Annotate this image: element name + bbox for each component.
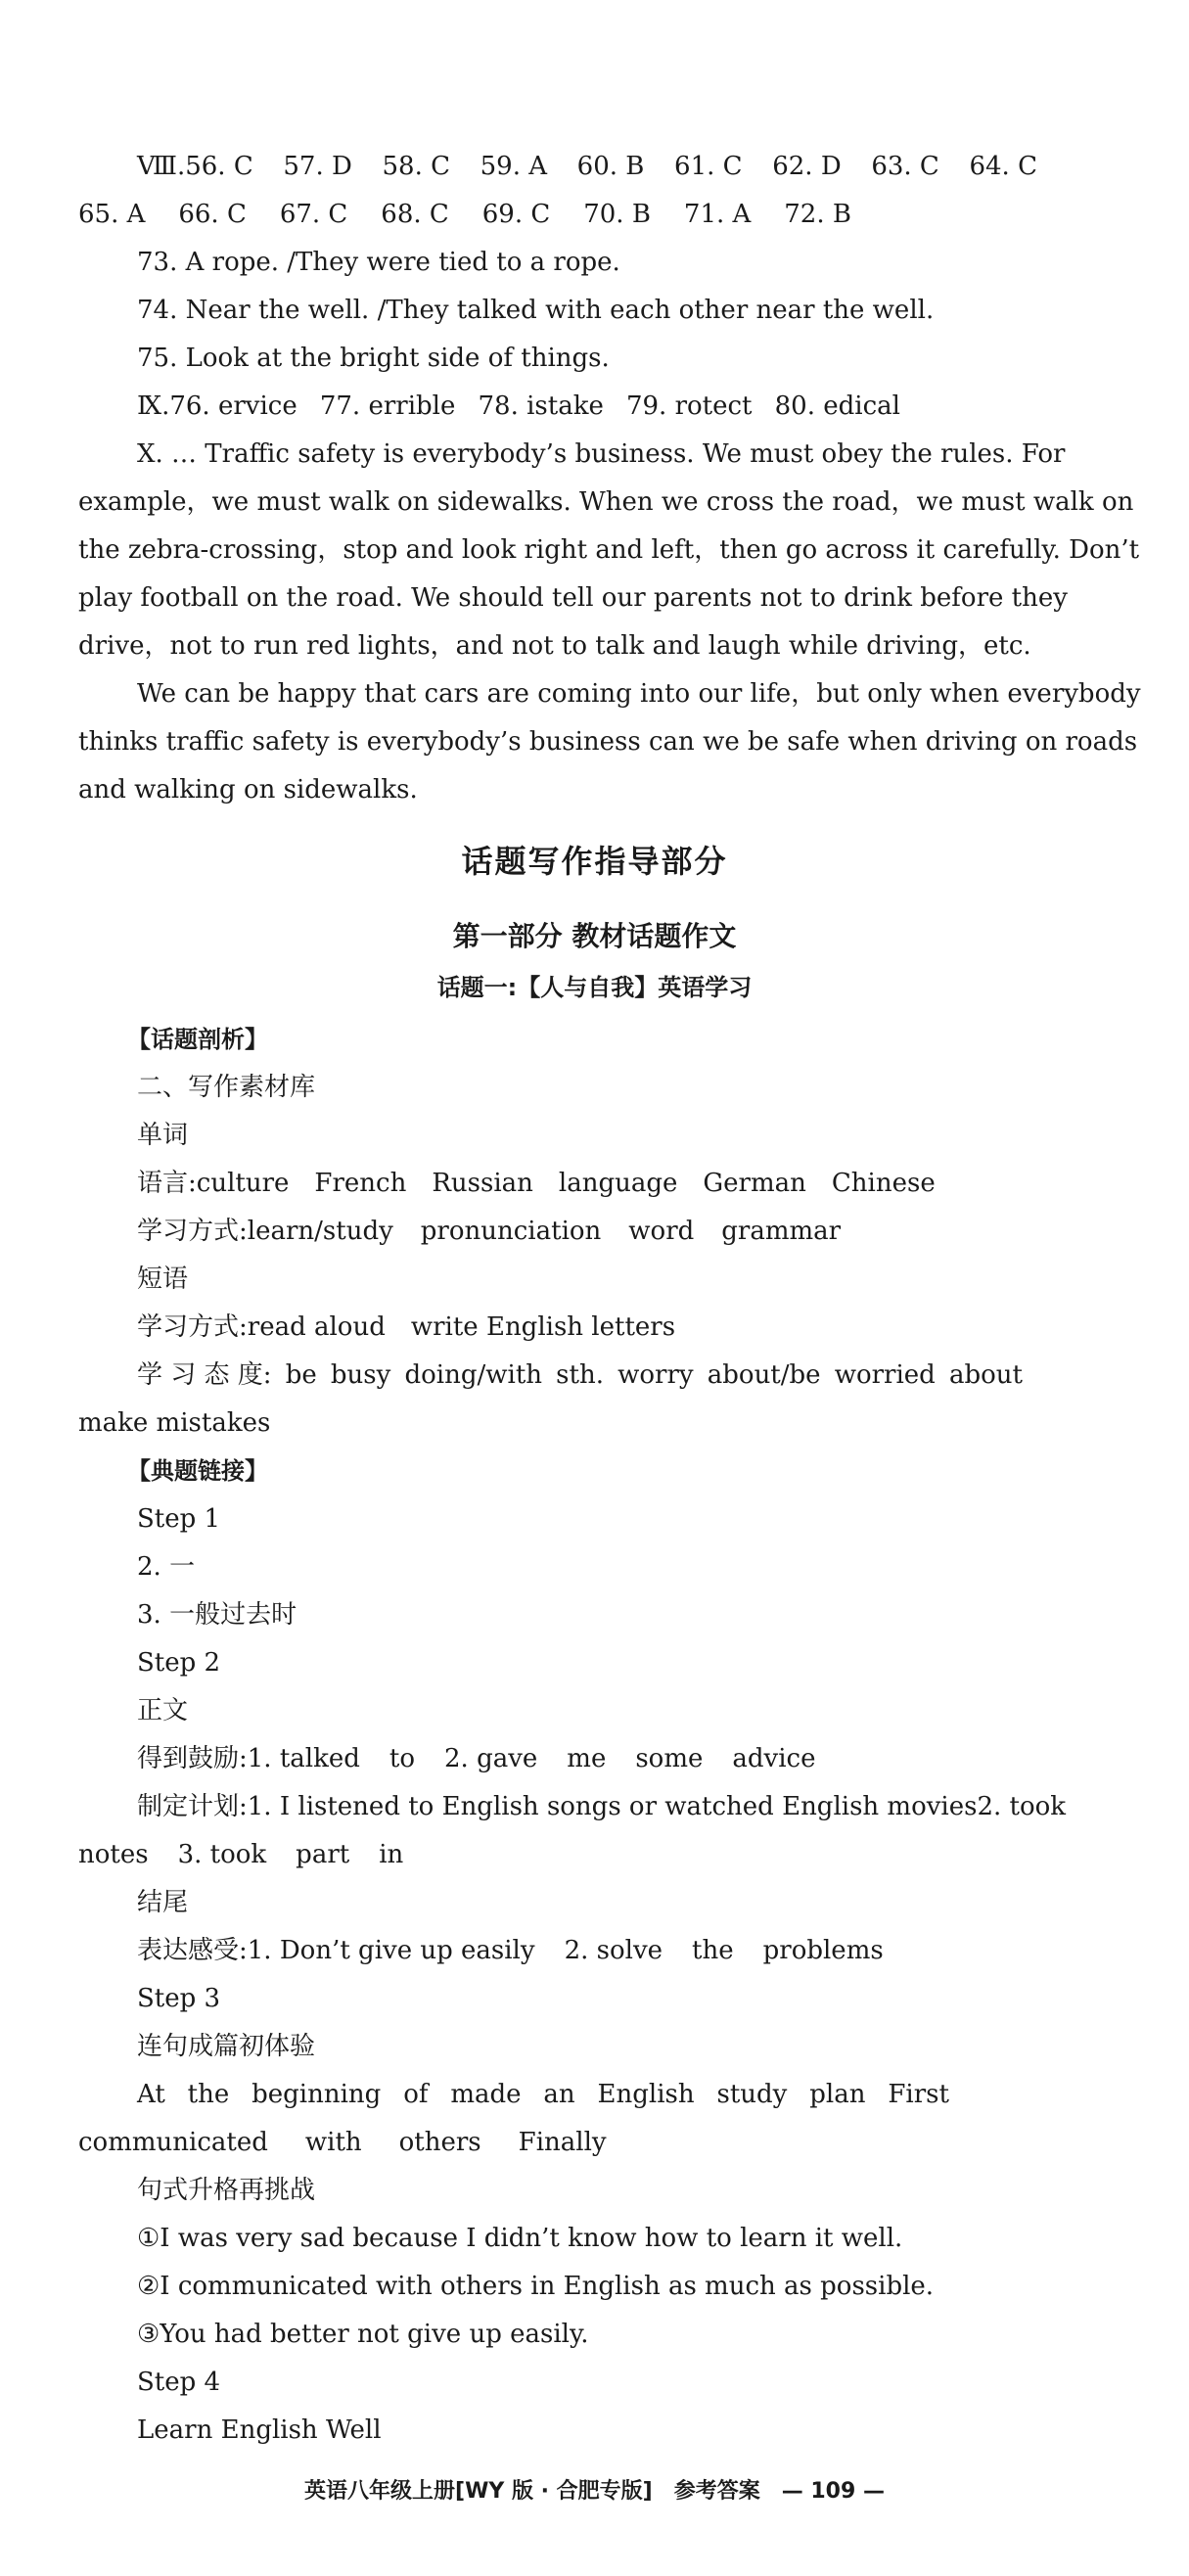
answers-row-2 (78, 198, 851, 231)
answer-item: At (137, 2080, 165, 2109)
essay-line: thinks traffic safety is everybody’s business can we be safe when driving on roads (78, 727, 1138, 757)
answers-row-9 (137, 390, 900, 423)
phrase-item: worried (834, 1360, 936, 1390)
answer-item: 1. talked (247, 1744, 360, 1773)
footer-label: 参考答案 (673, 2479, 760, 2504)
answer-item: communicated (78, 2128, 268, 2157)
vocab-item: learn/study (247, 1217, 393, 1246)
phrase-item: read aloud (247, 1312, 386, 1342)
row-label: 得到鼓励: (137, 1744, 248, 1773)
answer-item: plan (809, 2080, 866, 2109)
essay-line: the zebra-crossing，stop and look right and left，then go across it carefully. Don’t (78, 535, 1140, 565)
sentence-1: ①I was very sad because I didn’t know how to learn it well. (137, 2224, 903, 2253)
answer-item: with (304, 2128, 362, 2157)
answer-item: the (692, 1936, 734, 1965)
step-label: Step 3 (137, 1984, 221, 2013)
vocab-item: pronunciation (420, 1217, 602, 1246)
answer-item: an (543, 2080, 575, 2109)
answer-74: 74. Near the well. /They talked with each other near the well. (137, 296, 935, 325)
step-label: Step 2 (137, 1648, 221, 1678)
essay-line: play football on the road. We should tell our parents not to drink before they (78, 583, 1068, 613)
answer-item: beginning (252, 2080, 382, 2109)
answer-item: others (398, 2128, 481, 2157)
words-label: 单词 (137, 1121, 189, 1150)
title-answer: Learn English Well (137, 2415, 382, 2445)
answer: Ⅷ.56. C (137, 152, 253, 181)
answer-item: advice (732, 1744, 816, 1773)
phrase-item: busy (330, 1360, 391, 1390)
row-label: 学 习 态 度: (137, 1360, 272, 1390)
answer-item: the (187, 2080, 230, 2109)
answer: 66. C (178, 200, 247, 229)
attitude-row (137, 1358, 1023, 1392)
essay-line: example，we must walk on sidewalks. When we cross the road，we must walk on (78, 487, 1134, 517)
plan-row (137, 1790, 1067, 1823)
analysis-heading: 【话题剖析】 (127, 1026, 268, 1053)
vocab-item: language (558, 1169, 678, 1198)
answer: 80. edical (774, 391, 900, 421)
phrase-item: be (285, 1360, 317, 1390)
answer: 58. C (382, 152, 450, 181)
answer-75: 75. Look at the bright side of things. (137, 344, 610, 373)
attitude-continued: make mistakes (78, 1408, 271, 1438)
answer: 61. C (674, 152, 743, 181)
answer: 78. istake (478, 391, 604, 421)
answer: 69. C (481, 200, 551, 229)
topic-title: 话题一:【人与自我】英语学习 (436, 974, 753, 1001)
answer-item: problems (762, 1936, 884, 1965)
answer-73: 73. A rope. /They were tied to a rope. (137, 248, 620, 277)
answer-item: 1. Don’t give up easily (247, 1936, 535, 1965)
answer: 63. C (871, 152, 939, 181)
essay-line: Ⅹ. … Traffic safety is everybody’s business. We must obey the rules. For (137, 439, 1066, 469)
phrase-item: about (948, 1360, 1023, 1390)
phrase-item: worry (617, 1360, 694, 1390)
connect-label: 连句成篇初体验 (137, 2032, 316, 2061)
phrase-item: sth. (556, 1360, 604, 1390)
book-title: 英语八年级上册[WY 版 · 合肥专版] (304, 2479, 653, 2504)
answer: 64. C (969, 152, 1037, 181)
vocab-item: Chinese (831, 1169, 936, 1198)
answer: 59. A (480, 152, 548, 181)
answer: 71. A (683, 200, 752, 229)
phrase-item: doing/with (404, 1360, 543, 1390)
row-label: 学习方式: (137, 1312, 248, 1342)
phrases-label: 短语 (137, 1265, 189, 1294)
link-heading: 【典题链接】 (127, 1457, 268, 1485)
vocab-item: word (628, 1217, 695, 1246)
language-row (137, 1167, 936, 1200)
step1-answer: 2. 一 (137, 1552, 196, 1582)
answer-item: First (888, 2080, 949, 2109)
page-footer (0, 2475, 1189, 2508)
encourage-row (137, 1742, 816, 1775)
answer: Ⅸ.76. ervice (137, 391, 297, 421)
answer-item: to (389, 1744, 415, 1773)
answer-item: 1. I listened to English songs or watched English movies (247, 1792, 978, 1821)
answer-item: 2. gave (444, 1744, 538, 1773)
step-label: Step 4 (137, 2368, 221, 2397)
answer-item: in (379, 1840, 404, 1869)
answer-item: notes (78, 1840, 149, 1869)
answer: 65. A (78, 200, 146, 229)
vocab-item: culture (196, 1169, 290, 1198)
answer: 77. errible (319, 391, 456, 421)
answer-item: of (403, 2080, 429, 2109)
row-label: 学习方式: (137, 1217, 248, 1246)
vocab-item: German (703, 1169, 806, 1198)
answer: 62. D (772, 152, 842, 181)
essay-line: drive，not to run red lights，and not to talk and laugh while driving，etc. (78, 631, 1031, 661)
plan-continued (78, 1838, 403, 1871)
answer-item: 2. solve (564, 1936, 663, 1965)
answers-row-1 (137, 150, 1037, 183)
row-label: 表达感受: (137, 1936, 248, 1965)
step1-answer: 3. 一般过去时 (137, 1600, 297, 1630)
material-heading: 二、写作素材库 (137, 1073, 316, 1102)
answer: 67. C (279, 200, 348, 229)
row-label: 制定计划: (137, 1792, 248, 1821)
section-title: 话题写作指导部分 (461, 843, 728, 880)
feeling-row (137, 1934, 884, 1967)
answer-item: English (597, 2080, 695, 2109)
answer: 70. B (583, 200, 651, 229)
body-label: 正文 (137, 1696, 189, 1725)
upgrade-label: 句式升格再挑战 (137, 2176, 316, 2205)
answer-item: Finally (518, 2128, 607, 2157)
sentence-2: ②I communicated with others in English as much as possible. (137, 2272, 935, 2301)
answer: 68. C (381, 200, 449, 229)
answer: 60. B (576, 152, 645, 181)
answer: 79. rotect (625, 391, 753, 421)
connect-row (137, 2078, 949, 2111)
essay-line: and walking on sidewalks. (78, 775, 418, 805)
answer-item: me (567, 1744, 607, 1773)
sentence-3: ③You had better not give up easily. (137, 2320, 589, 2349)
row-label: 语言: (137, 1169, 197, 1198)
answer-item: made (450, 2080, 522, 2109)
method-phrase-row (137, 1311, 675, 1344)
page-number: — 109 — (781, 2479, 885, 2504)
answer: 72. B (784, 200, 851, 229)
step-label: Step 1 (137, 1504, 221, 1534)
answer-item: 2. took (977, 1792, 1067, 1821)
ending-label: 结尾 (137, 1888, 189, 1917)
connect-continued (78, 2126, 607, 2159)
answer-item: 3. took (177, 1840, 267, 1869)
part-title: 第一部分 教材话题作文 (452, 920, 737, 952)
answer-item: study (716, 2080, 788, 2109)
answer: 57. D (283, 152, 352, 181)
phrase-item: about/be (707, 1360, 821, 1390)
method-row (137, 1215, 841, 1248)
vocab-item: French (314, 1169, 407, 1198)
answer-item: some (635, 1744, 704, 1773)
vocab-item: grammar (721, 1217, 842, 1246)
phrase-item: write English letters (410, 1312, 676, 1342)
vocab-item: Russian (432, 1169, 533, 1198)
answer-item: part (296, 1840, 350, 1869)
essay-line: We can be happy that cars are coming into our life，but only when everybody (137, 679, 1141, 709)
